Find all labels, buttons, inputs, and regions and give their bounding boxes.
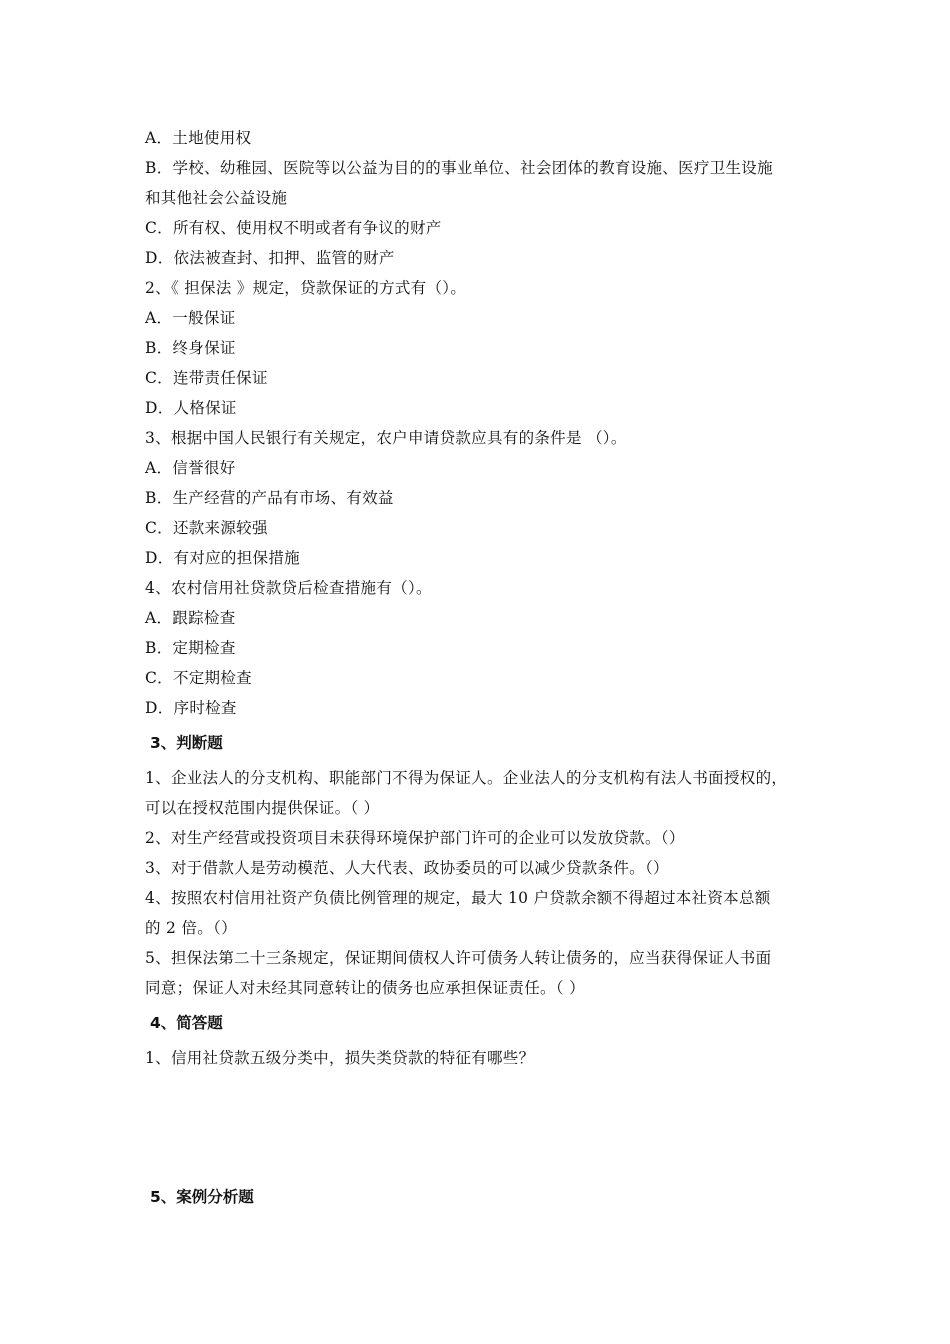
section-5-heading: 5、案例分析题 [150, 1188, 254, 1206]
q3-option-a: A．信誉很好 [145, 459, 236, 477]
section-3-heading: 3、判断题 [150, 734, 223, 752]
tf-item-4-continued: 的 2 倍。（） [145, 919, 237, 937]
q4-stem: 4、农村信用社贷款贷后检查措施有（）。 [145, 579, 432, 597]
q4-option-d: D．序时检查 [145, 699, 237, 717]
q1-option-b-continued: 和其他社会公益设施 [145, 189, 288, 207]
tf-item-5-continued: 同意；保证人对未经其同意转让的债务也应承担保证责任。（ ） [145, 979, 585, 997]
q1-option-b: B．学校、幼稚园、医院等以公益为目的的事业单位、社会团体的教育设施、医疗卫生设施 [145, 159, 773, 177]
q1-option-d: D．依法被查封、扣押、监管的财产 [145, 249, 395, 267]
tf-item-1: 1、企业法人的分支机构、职能部门不得为保证人。企业法人的分支机构有法人书面授权的， [145, 769, 788, 787]
q1-option-a: A．土地使用权 [145, 129, 252, 147]
tf-item-5: 5、担保法第二十三条规定，保证期间债权人许可债务人转让债务的，应当获得保证人书面 [145, 949, 772, 967]
q2-option-c: C．连带责任保证 [145, 369, 268, 387]
short-answer-item-1: 1、信用社贷款五级分类中，损失类贷款的特征有哪些？ [145, 1049, 535, 1067]
q3-stem: 3、根据中国人民银行有关规定，农户申请贷款应具有的条件是 （）。 [145, 429, 627, 447]
section-4-heading: 4、简答题 [150, 1014, 223, 1032]
q4-option-a: A．跟踪检查 [145, 609, 236, 627]
q1-option-c: C．所有权、使用权不明或者有争议的财产 [145, 219, 442, 237]
tf-item-4: 4、按照农村信用社资产负债比例管理的规定，最大 10 户贷款余额不得超过本社资本总额 [145, 889, 771, 907]
q2-option-b: B．终身保证 [145, 339, 236, 357]
tf-item-3: 3、对于借款人是劳动模范、人大代表、政协委员的可以减少贷款条件。（） [145, 859, 669, 877]
tf-item-1-continued: 可以在授权范围内提供保证。（ ） [145, 799, 380, 817]
q3-option-b: B．生产经营的产品有市场、有效益 [145, 489, 394, 507]
q3-option-c: C．还款来源较强 [145, 519, 268, 537]
tf-item-2: 2、对生产经营或投资项目未获得环境保护部门许可的企业可以发放贷款。（） [145, 829, 685, 847]
q2-stem: 2、《 担保法 》规定，贷款保证的方式有（）。 [145, 279, 467, 297]
q2-option-a: A．一般保证 [145, 309, 236, 327]
q3-option-d: D．有对应的担保措施 [145, 549, 300, 567]
q4-option-c: C．不定期检查 [145, 669, 252, 687]
q2-option-d: D．人格保证 [145, 399, 237, 417]
q4-option-b: B．定期检查 [145, 639, 236, 657]
